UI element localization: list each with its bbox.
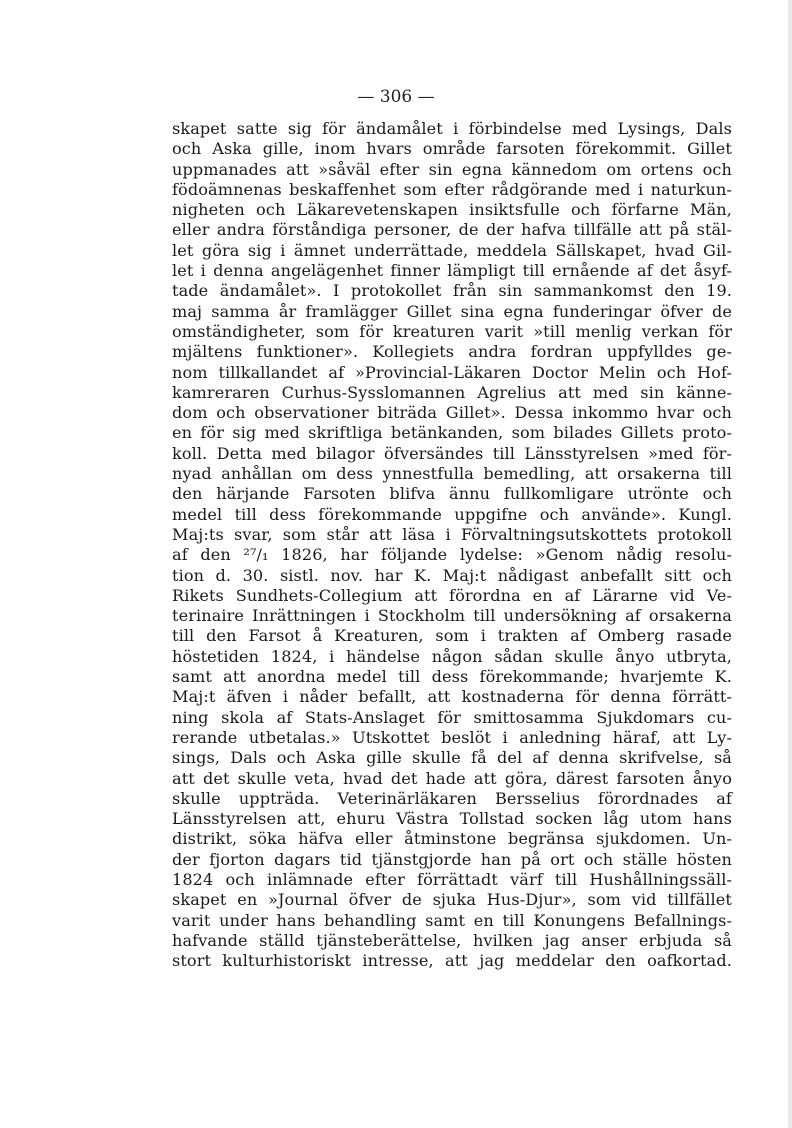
text-line: maj samma år framlägger Gillet sina egna funderingar öfver de <box>172 301 732 321</box>
text-line: eller andra förståndiga personer, de der hafva tillfälle att på stäl- <box>172 220 732 240</box>
text-line: 1824 och inlämnade efter förrättadt värf till Hushållningssäll- <box>172 869 732 889</box>
text-line: der fjorton dagars tid tjänstgjorde han på ort och ställe hösten <box>172 849 732 869</box>
text-line: ning skola af Stats-Anslaget för smittosamma Sjukdomars cu- <box>172 707 732 727</box>
text-line: skulle uppträda. Veterinärläkaren Bersselius förordnades af <box>172 788 732 808</box>
text-line: Rikets Sundhets-Collegium att förordna en af Lärarne vid Ve- <box>172 585 732 605</box>
text-line: Maj:ts svar, som står att läsa i Förvaltningsutskottets protokoll <box>172 524 732 544</box>
text-line: varit under hans behandling samt en till Konungens Befallnings- <box>172 910 732 930</box>
text-line: let i denna angelägenhet finner lämpligt till ernående af det åsyf- <box>172 261 732 281</box>
text-line: skapet en »Journal öfver de sjuka Hus-Djur», som vid tillfället <box>172 890 732 910</box>
text-line: nom tillkallandet af »Provincial-Läkaren Doctor Melin och Hof- <box>172 362 732 382</box>
page-number: — 306 — <box>357 87 435 107</box>
text-line: dom och observationer biträda Gillet». Dessa inkommo hvar och <box>172 403 732 423</box>
text-line: och Aska gille, inom hvars område farsoten förekommit. Gillet <box>172 139 732 159</box>
text-line: skapet satte sig för ändamålet i förbindelse med Lysings, Dals <box>172 119 732 138</box>
text-line: till den Farsot å Kreaturen, som i trakten af Omberg rasade <box>172 626 732 646</box>
text-line: tade ändamålet». I protokollet från sin sammankomst den 19. <box>172 281 732 301</box>
text-line: stort kulturhistoriskt intresse, att jag meddelar den oafkortad. <box>172 951 732 971</box>
text-line: terinaire Inrättningen i Stockholm till undersökning af orsakerna <box>172 606 732 626</box>
text-line: sings, Dals och Aska gille skulle få del af denna skrifvelse, så <box>172 748 732 768</box>
text-line: mjältens funktioner». Kollegiets andra fordran uppfylldes ge- <box>172 342 732 362</box>
text-line: omständigheter, som för kreaturen varit »till menlig verkan för <box>172 321 732 341</box>
text-line: af den ²⁷/₁ 1826, har följande lydelse: »Genom nådig resolu- <box>172 545 732 565</box>
text-line: den härjande Farsoten blifva ännu fullkomligare utrönte och <box>172 484 732 504</box>
text-line: kamreraren Curhus-Sysslomannen Agrelius att med sin känne- <box>172 382 732 402</box>
body-text <box>172 119 732 971</box>
text-line: höstetiden 1824, i händelse någon sådan skulle ånyo utbryta, <box>172 646 732 666</box>
scan-edge <box>788 0 792 1128</box>
text-line: nyad anhållan om dess ynnestfulla bemedling, att orsakerna till <box>172 464 732 484</box>
text-line: födoämnenas beskaffenhet som efter rådgörande med i naturkun- <box>172 179 732 199</box>
text-line: rerande utbetalas.» Utskottet beslöt i anledning häraf, att Ly- <box>172 727 732 747</box>
text-line: uppmanades att »såväl efter sin egna kännedom om ortens och <box>172 159 732 179</box>
text-line: nigheten och Läkarevetenskapen insiktsfulle och förfarne Män, <box>172 200 732 220</box>
text-line: en för sig med skriftliga betänkanden, som bilades Gillets proto- <box>172 423 732 443</box>
text-line: hafvande ställd tjänsteberättelse, hvilken jag anser erbjuda så <box>172 930 732 950</box>
text-line: att det skulle veta, hvad det hade att göra, därest farsoten ånyo <box>172 768 732 788</box>
text-line: let göra sig i ämnet underrättade, meddela Sällskapet, hvad Gil- <box>172 240 732 260</box>
text-line: koll. Detta med bilagor öfversändes till Länsstyrelsen »med för- <box>172 443 732 463</box>
text-line: medel till dess förekommande uppgifne och använde». Kungl. <box>172 504 732 524</box>
text-line: tion d. 30. sistl. nov. har K. Maj:t nådigast anbefallt sitt och <box>172 565 732 585</box>
text-line: distrikt, söka häfva eller åtminstone begränsa sjukdomen. Un- <box>172 829 732 849</box>
text-line: Maj:t äfven i nåder befallt, att kostnaderna för denna förrätt- <box>172 687 732 707</box>
text-line: samt att anordna medel till dess förekommande; hvarjemte K. <box>172 667 732 687</box>
text-line: Länsstyrelsen att, ehuru Västra Tollstad socken låg utom hans <box>172 809 732 829</box>
